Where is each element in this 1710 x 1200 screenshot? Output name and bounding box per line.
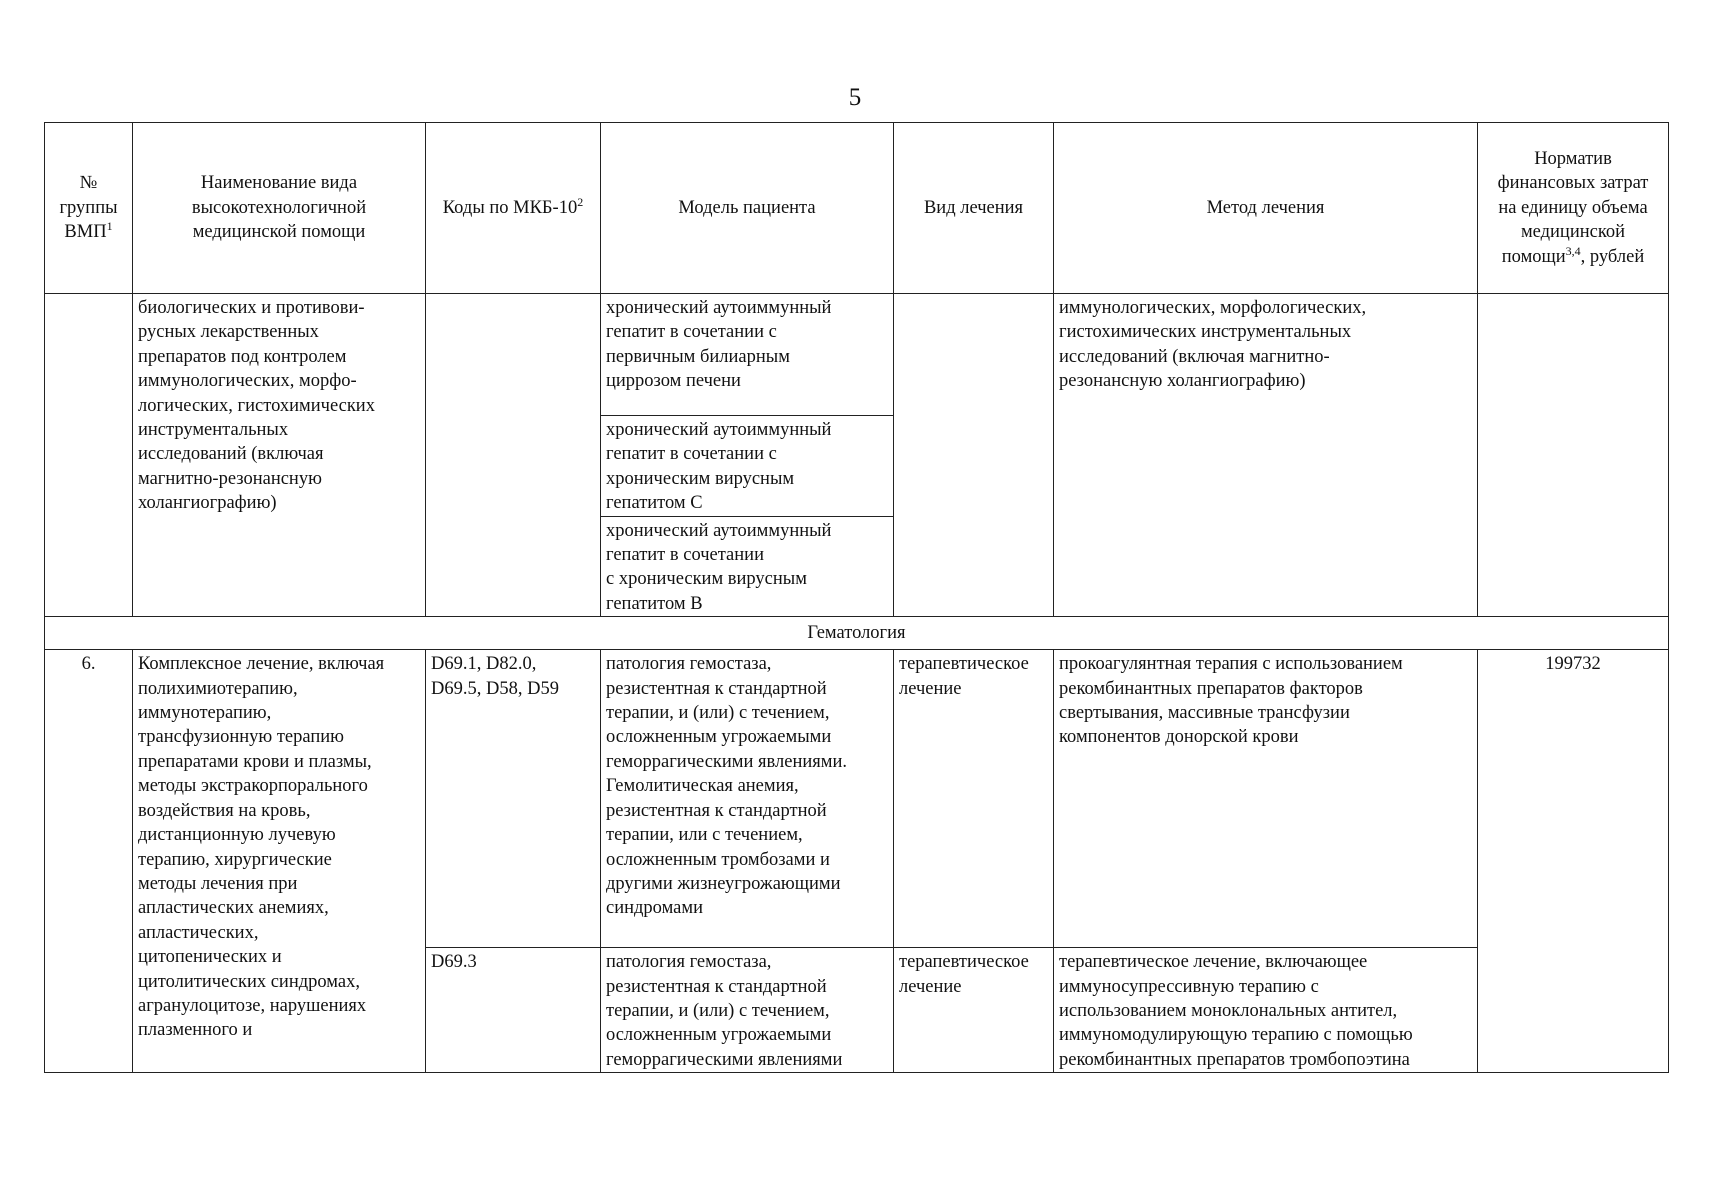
continuation-name-cell: биологических и противови- русных лекарственных препаратов под контролем иммунологических, морфо- логических, гистохимических инструментальных исследований (включая магнитно-резонансную холангиографию) [133, 294, 426, 617]
treatment-type-cell: терапевтическое лечение [894, 948, 1054, 1073]
header-icd-codes: Коды по МКБ-$10^2$ [426, 123, 601, 294]
icd-codes-cell: D69.3 [426, 948, 601, 1073]
header-cost-norm: Норматив финансовых затрат на единицу объема медицинской помощи$^{3,4}$, рублей [1478, 123, 1669, 294]
table-row [45, 650, 1669, 948]
continuation-group-cell [45, 294, 133, 617]
group-number: 6. [45, 650, 133, 1073]
table-row [45, 294, 1669, 416]
continuation-cost-cell [1478, 294, 1669, 617]
group-name: Комплексное лечение, включая полихимиотерапию, иммунотерапию, трансфузионную терапию препаратами крови и плазмы, методы экстракорпорального воздействия на кровь, дистанционную лучевую терапию, хирургические методы лечения при апластических анемиях, апластических, цитопенических и цитолитических синдромах, агранулоцитозе, нарушениях плазменного и [133, 650, 426, 1073]
header-name: Наименование вида высокотехнологичной медицинской помощи [133, 123, 426, 294]
continuation-method-cell: иммунологических, морфологических, гистохимических инструментальных исследований (включая магнитно- резонансную холангиографию) [1054, 294, 1478, 617]
treatment-method-cell: прокоагулянтная терапия с использованием рекомбинантных препаратов факторов свертывания, массивные трансфузии компонентов донорской крови [1054, 650, 1478, 948]
cost-norm-cell: 199732 [1478, 650, 1669, 1073]
header-treatment-method: Метод лечения [1054, 123, 1478, 294]
continuation-model-2: хронический аутоиммунный гепатит в сочетании с хроническим вирусным гепатитом C [601, 416, 894, 517]
header-group-no: № группы ВМП$^1$ [45, 123, 133, 294]
icd-codes-cell: D69.1, D82.0, D69.5, D58, D59 [426, 650, 601, 948]
section-title: Гематология [45, 617, 1669, 650]
header-patient-model: Модель пациента [601, 123, 894, 294]
section-row [45, 617, 1669, 650]
continuation-model-3: хронический аутоиммунный гепатит в сочетании с хроническим вирусным гепатитом B [601, 516, 894, 617]
patient-model-cell: патология гемостаза, резистентная к стандартной терапии, и (или) с течением, осложненным угрожаемыми геморрагическими явлениями. Гемолитическая анемия, резистентная к стандартной терапии, или с течением, осложненным тромбозами и другими жизнеугрожающими синдромами [601, 650, 894, 948]
continuation-model-1: хронический аутоиммунный гепатит в сочетании с первичным билиарным циррозом печени [601, 294, 894, 416]
page-number: 5 [848, 84, 862, 111]
table-header-row [45, 123, 1669, 294]
continuation-codes-cell [426, 294, 601, 617]
header-treatment-type: Вид лечения [894, 123, 1054, 294]
treatment-method-cell: терапевтическое лечение, включающее иммуносупрессивную терапию с использованием моноклональных антител, иммуномодулирующую терапию с помощью рекомбинантных препаратов тромбопоэтина [1054, 948, 1478, 1073]
vmp-table [44, 122, 1669, 1073]
patient-model-cell: патология гемостаза, резистентная к стандартной терапии, и (или) с течением, осложненным угрожаемыми геморрагическими явлениями [601, 948, 894, 1073]
treatment-type-cell: терапевтическое лечение [894, 650, 1054, 948]
continuation-type-cell [894, 294, 1054, 617]
